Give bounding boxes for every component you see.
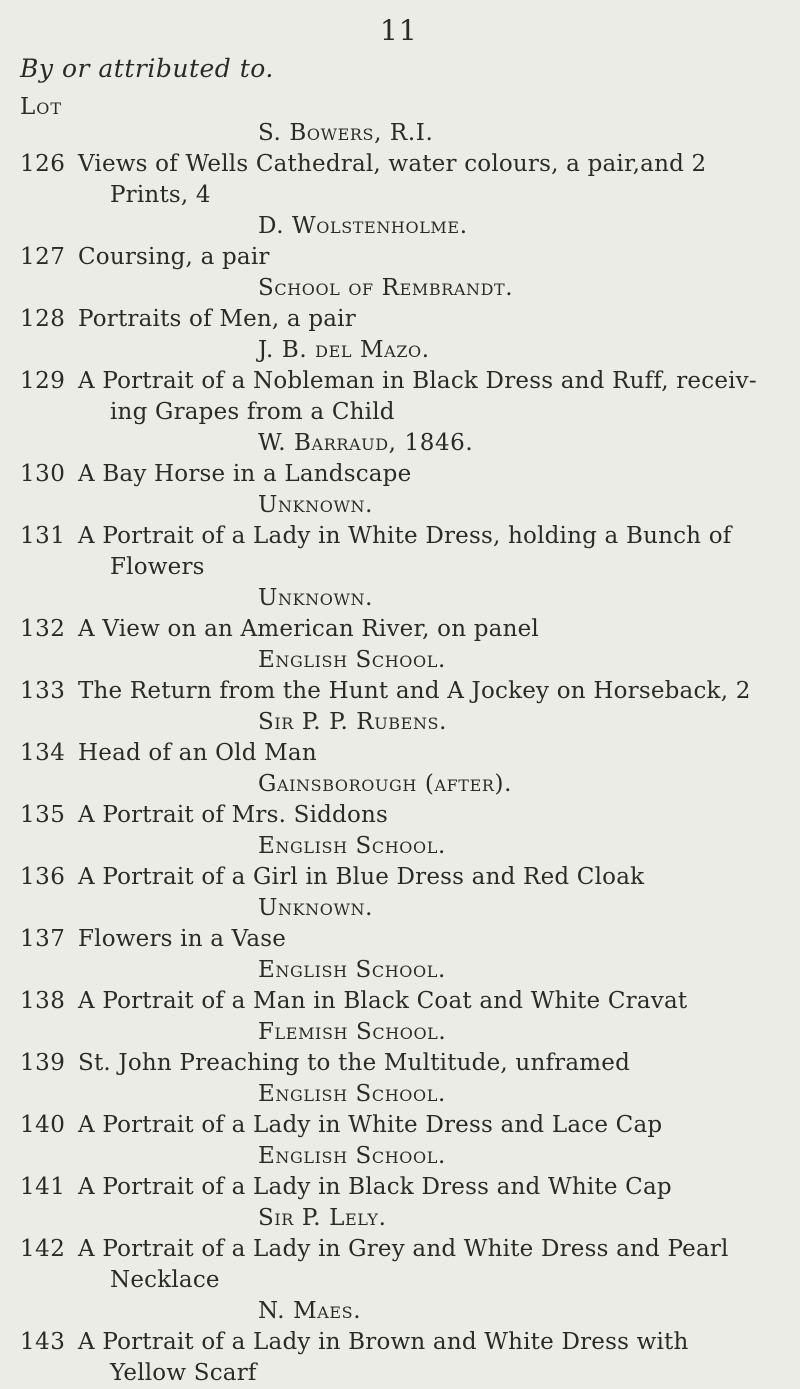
lot-title [78,986,786,1017]
artist-name: Sir P. Lely. [258,1205,387,1231]
title-line: A Portrait of a Man in Black Coat and White Cravat [78,988,688,1014]
title-line: A Portrait of a Lady in White Dress, holding a Bunch of [78,523,732,549]
lot-number: 136 [20,864,66,890]
artist-name: Unknown. [258,492,374,518]
lot-number: 126 [20,151,66,177]
title-line: Views of Wells Cathedral, water colours, a pair,and 2 [78,151,707,177]
artist-name: English School. [258,957,446,983]
artist-name: English School. [258,647,446,673]
title-continuation: Prints, 4 [110,182,211,208]
lot-entry [0,118,800,211]
lot-entry [0,1203,800,1296]
lot-title [78,521,786,583]
lot-entry [0,769,800,831]
lot-title [78,862,786,893]
lot-entry [0,831,800,893]
artist-name: English School. [258,833,446,859]
title-line: Flowers in a Vase [78,926,287,952]
lot-number: 134 [20,740,66,766]
page-number: 11 [380,14,418,47]
lot-title [78,1327,786,1389]
lot-number: 131 [20,523,66,549]
lot-number: 142 [20,1236,66,1262]
lot-entry [0,335,800,428]
lot-title [78,738,786,769]
lot-title [78,924,786,955]
lot-title [78,304,786,335]
artist-name: Unknown. [258,585,374,611]
artist-name: Unknown. [258,895,374,921]
title-line: A Portrait of Mrs. Siddons [78,802,389,828]
lot-title [78,1110,786,1141]
lot-entry [0,211,800,273]
lot-number: 135 [20,802,66,828]
lot-entry [0,707,800,769]
title-line: A Portrait of a Lady in Brown and White Dress with [78,1329,689,1355]
artist-name: S. Bowers, R.I. [258,120,434,146]
lot-number: 129 [20,368,66,394]
title-line: St. John Preaching to the Multitude, unframed [78,1050,631,1076]
artist-name: Gainsborough (after). [258,771,512,797]
lot-number: 127 [20,244,66,270]
lot-entry [0,893,800,955]
title-line: Portraits of Men, a pair [78,306,356,332]
lot-title [78,800,786,831]
artist-name: School of Rembrandt. [258,275,514,301]
title-line: Head of an Old Man [78,740,317,766]
lot-entry [0,1296,800,1389]
lot-list [0,118,800,1389]
lot-entry [0,490,800,583]
lot-title [78,1048,786,1079]
title-line: A View on an American River, on panel [78,616,539,642]
lot-number: 138 [20,988,66,1014]
title-continuation: Necklace [110,1267,220,1293]
lot-number: 137 [20,926,66,952]
lot-number: 143 [20,1329,66,1355]
section-heading: By or attributed to. [20,54,274,83]
lot-entry [0,583,800,645]
lot-number: 128 [20,306,66,332]
artist-name: J. B. del Mazo. [258,337,430,363]
lot-number: 139 [20,1050,66,1076]
lot-title [78,149,786,211]
title-line: A Portrait of a Girl in Blue Dress and Red Cloak [78,864,645,890]
artist-name: D. Wolstenholme. [258,213,468,239]
lot-title [78,614,786,645]
artist-name: W. Barraud, 1846. [258,430,474,456]
lot-title [78,242,786,273]
title-continuation: Flowers [110,554,205,580]
lot-title [78,1234,786,1296]
lot-number: 130 [20,461,66,487]
lot-title [78,676,786,707]
lot-title [78,459,786,490]
lot-entry [0,1079,800,1141]
lot-entry [0,1141,800,1203]
title-line: A Portrait of a Lady in Grey and White Dress and Pearl [78,1236,729,1262]
lot-title [78,366,786,428]
lot-number: 132 [20,616,66,642]
title-line: Coursing, a pair [78,244,270,270]
title-continuation: Yellow Scarf [110,1360,257,1386]
title-continuation: ing Grapes from a Child [110,399,395,425]
lot-entry [0,1017,800,1079]
artist-name: Sir P. P. Rubens. [258,709,448,735]
artist-name: N. Maes. [258,1298,362,1324]
title-line: A Bay Horse in a Landscape [78,461,412,487]
lot-entry [0,273,800,335]
lot-number: 141 [20,1174,66,1200]
lot-number: 133 [20,678,66,704]
artist-name: English School. [258,1081,446,1107]
lot-entry [0,955,800,1017]
artist-name: English School. [258,1143,446,1169]
title-line: A Portrait of a Lady in White Dress and Lace Cap [78,1112,663,1138]
lot-entry [0,645,800,707]
artist-name: Flemish School. [258,1019,447,1045]
title-line: The Return from the Hunt and A Jockey on Horseback, 2 [78,678,751,704]
lot-title [78,1172,786,1203]
title-line: A Portrait of a Lady in Black Dress and White Cap [78,1174,672,1200]
lot-number: 140 [20,1112,66,1138]
title-line: A Portrait of a Nobleman in Black Dress and Ruff, receiv- [78,368,757,394]
lot-column-header: Lot [20,94,63,120]
lot-entry [0,428,800,490]
